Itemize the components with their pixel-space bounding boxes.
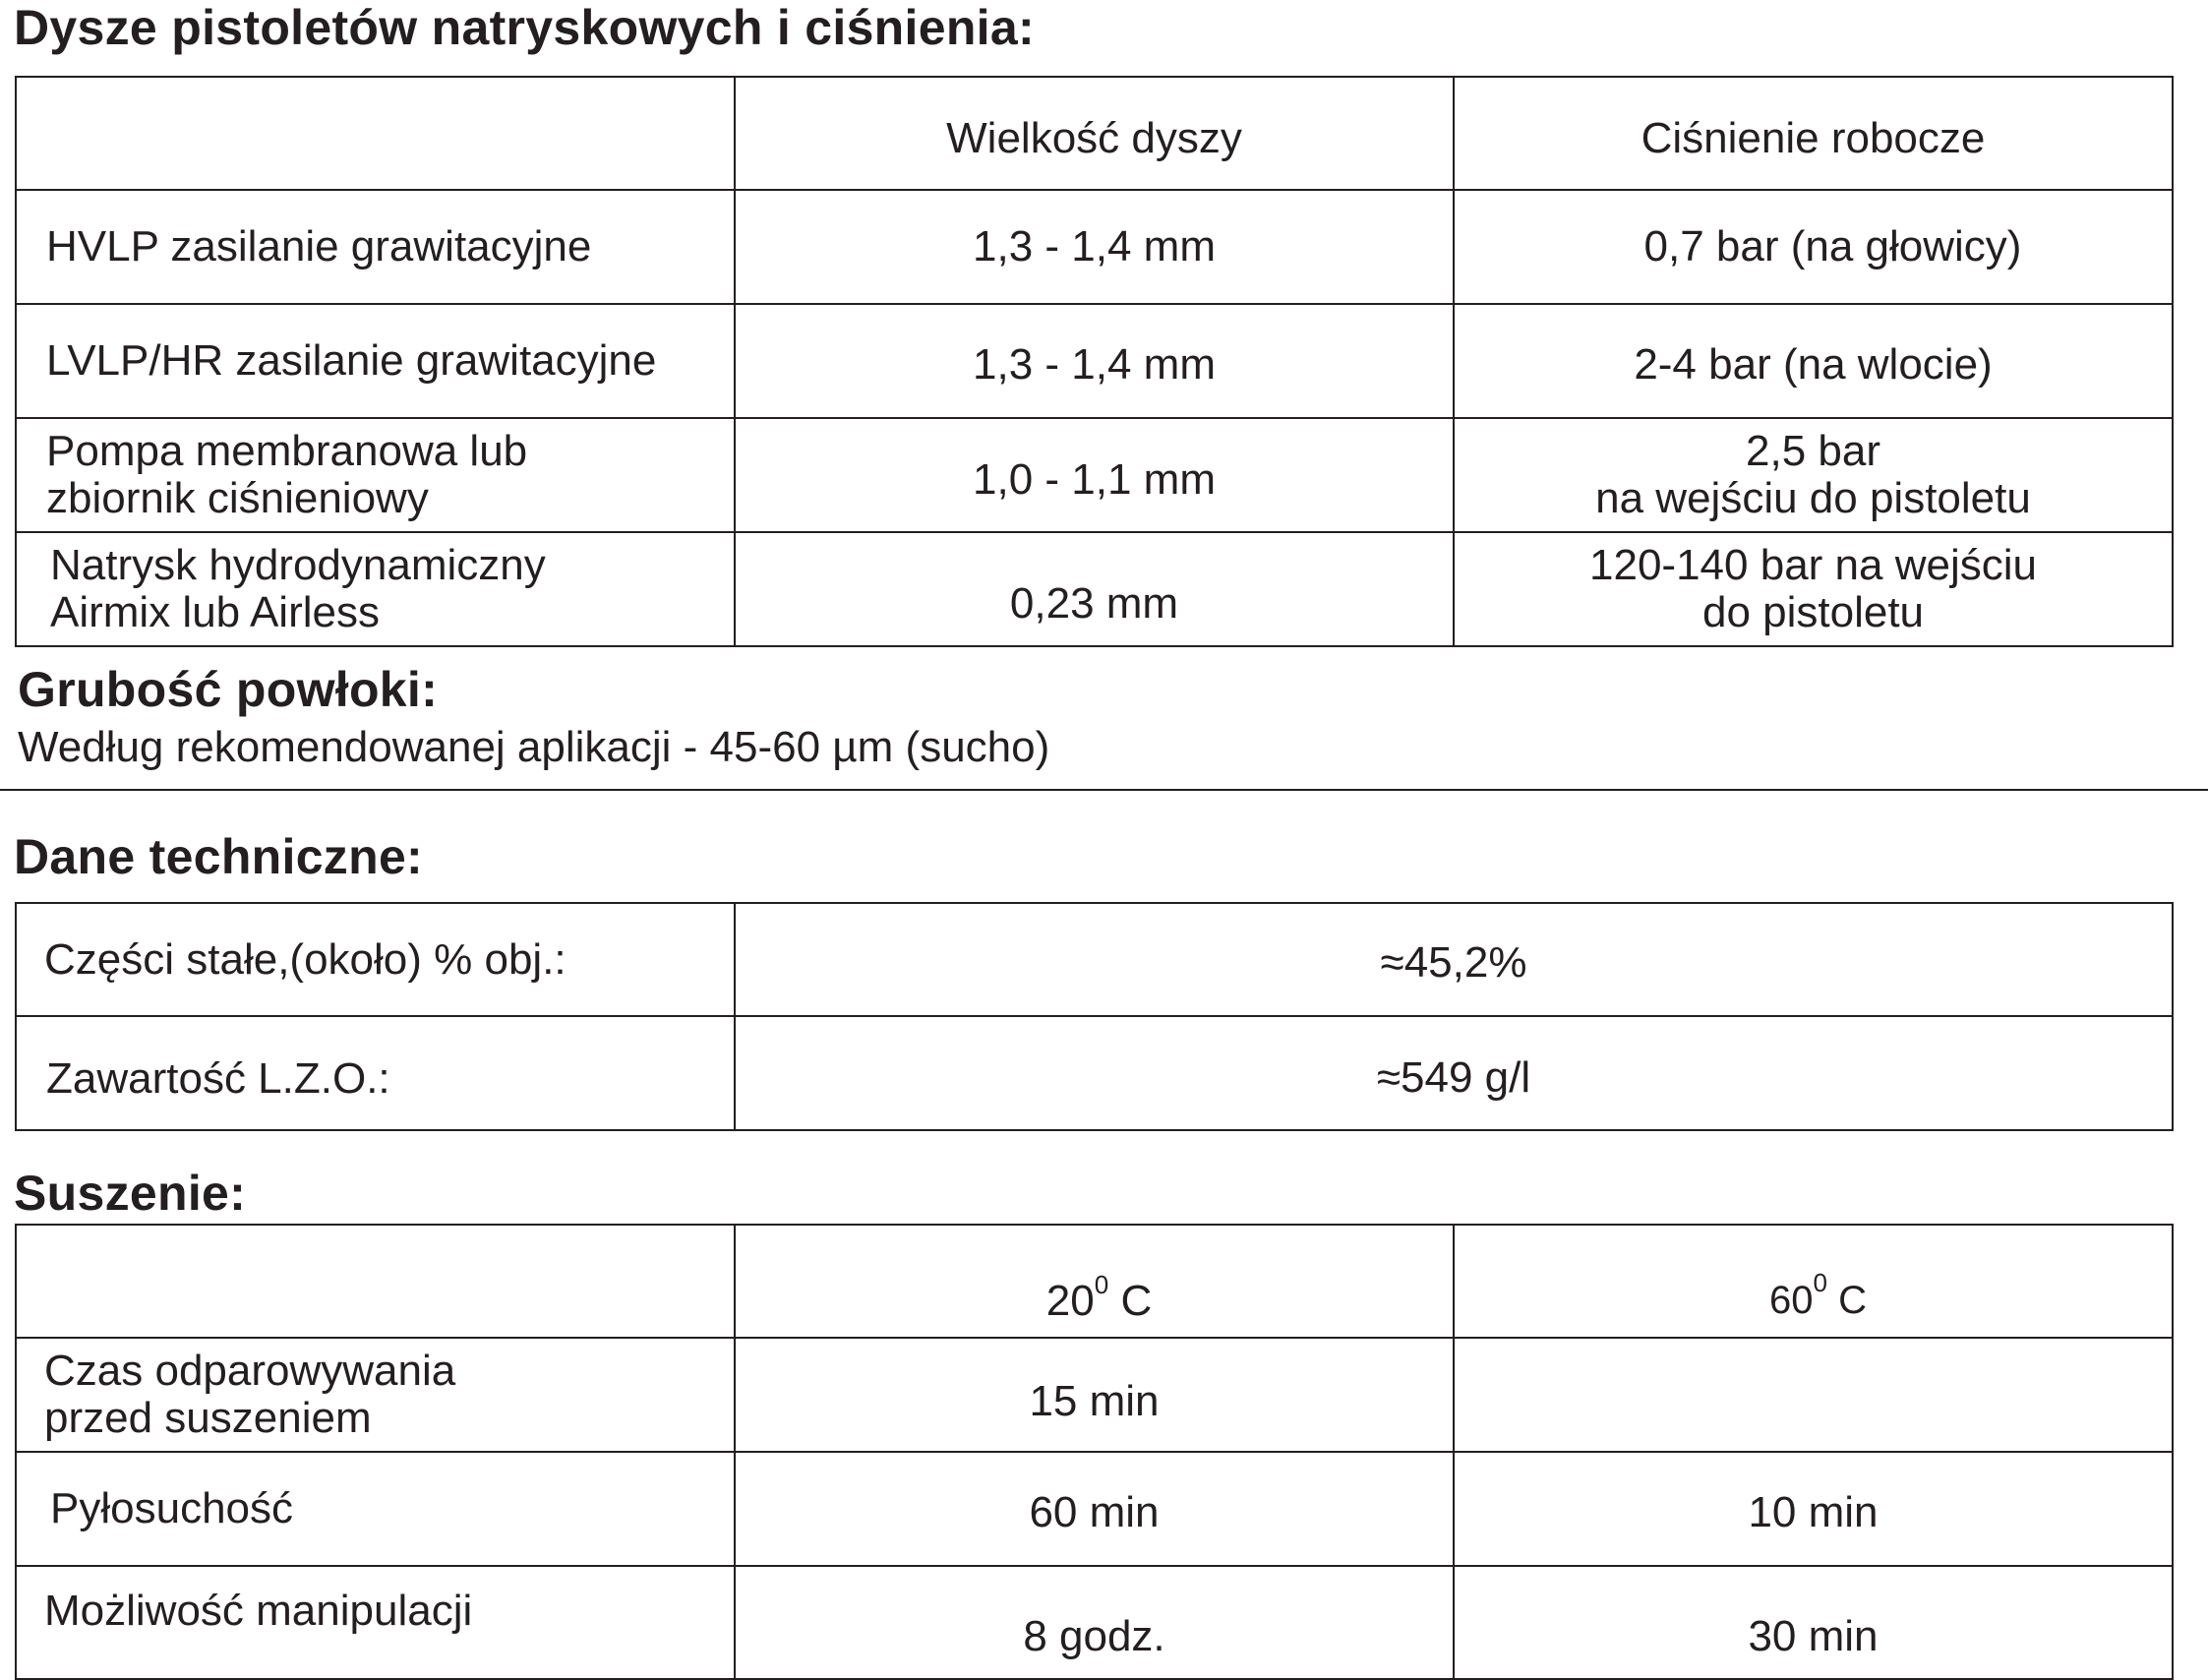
row-size: 1,3 - 1,4 mm xyxy=(735,304,1454,418)
table-row xyxy=(16,1566,2173,1679)
row-pressure: 2,5 bar na wejściu do pistoletu xyxy=(1454,418,2173,532)
table-row xyxy=(16,304,2173,418)
row-value: ≈45,2% xyxy=(735,903,2173,1016)
row-60c xyxy=(1454,1338,2173,1452)
table-row xyxy=(16,1338,2173,1452)
row-20c: 15 min xyxy=(735,1338,1454,1452)
row-20c: 60 min xyxy=(735,1452,1454,1566)
approx-symbol: ≈ xyxy=(1376,1053,1402,1103)
row-value: ≈549 g/l xyxy=(735,1016,2173,1130)
row-20c: 8 godz. xyxy=(735,1566,1454,1679)
table-row xyxy=(16,1016,2173,1130)
row-label: Czas odparowywania przed suszeniem xyxy=(16,1338,735,1452)
table-row xyxy=(16,532,2173,646)
drying-title: Suszenie: xyxy=(14,1166,247,1221)
row-size: 1,3 - 1,4 mm xyxy=(735,190,1454,304)
row-label: Zawartość L.Z.O.: xyxy=(16,1016,735,1130)
nozzles-title: Dysze pistoletów natryskowych i ciśnienia: xyxy=(14,0,1035,55)
table-header-row xyxy=(16,77,2173,190)
table-row xyxy=(16,190,2173,304)
row-label: Pompa membranowa lub zbiornik ciśnieniowy xyxy=(16,418,735,532)
row-pressure: 2-4 bar (na wlocie) xyxy=(1454,304,2173,418)
row-60c: 10 min xyxy=(1454,1452,2173,1566)
row-label: LVLP/HR zasilanie grawitacyjne xyxy=(16,304,735,418)
row-label: Natrysk hydrodynamiczny Airmix lub Airless xyxy=(16,532,735,646)
row-60c: 30 min xyxy=(1454,1566,2173,1679)
row-pressure: 120-140 bar na wejściu do pistoletu xyxy=(1454,532,2173,646)
nozzles-table xyxy=(15,76,2174,647)
header-empty-cell xyxy=(16,1225,735,1338)
technical-table xyxy=(15,902,2174,1131)
technical-title: Dane techniczne: xyxy=(14,829,424,884)
row-label: Możliwość manipulacji xyxy=(16,1566,735,1679)
row-size: 1,0 - 1,1 mm xyxy=(735,418,1454,532)
row-label: HVLP zasilanie grawitacyjne xyxy=(16,190,735,304)
table-row xyxy=(16,418,2173,532)
table-row xyxy=(16,1452,2173,1566)
row-pressure: 0,7 bar (na głowicy) xyxy=(1454,190,2173,304)
coating-title: Grubość powłoki: xyxy=(18,662,439,717)
header-20c: $20^0$ C xyxy=(735,1225,1454,1338)
row-label: Części stałe,(około) % obj.: xyxy=(16,903,735,1016)
table-header-row xyxy=(16,1225,2173,1338)
section-divider xyxy=(0,789,2208,791)
header-empty-cell xyxy=(16,77,735,190)
coating-text: Według rekomendowanej aplikacji - 45-60 µm (sucho) xyxy=(18,723,1050,771)
header-60c: $60^0$ C xyxy=(1454,1225,2173,1338)
approx-symbol: ≈ xyxy=(1380,937,1404,987)
table-row xyxy=(16,903,2173,1016)
header-working-pressure: Ciśnienie robocze xyxy=(1454,77,2173,190)
drying-table xyxy=(15,1224,2174,1680)
row-label: Pyłosuchość xyxy=(16,1452,735,1566)
row-size: 0,23 mm xyxy=(735,532,1454,646)
header-nozzle-size: Wielkość dyszy xyxy=(735,77,1454,190)
